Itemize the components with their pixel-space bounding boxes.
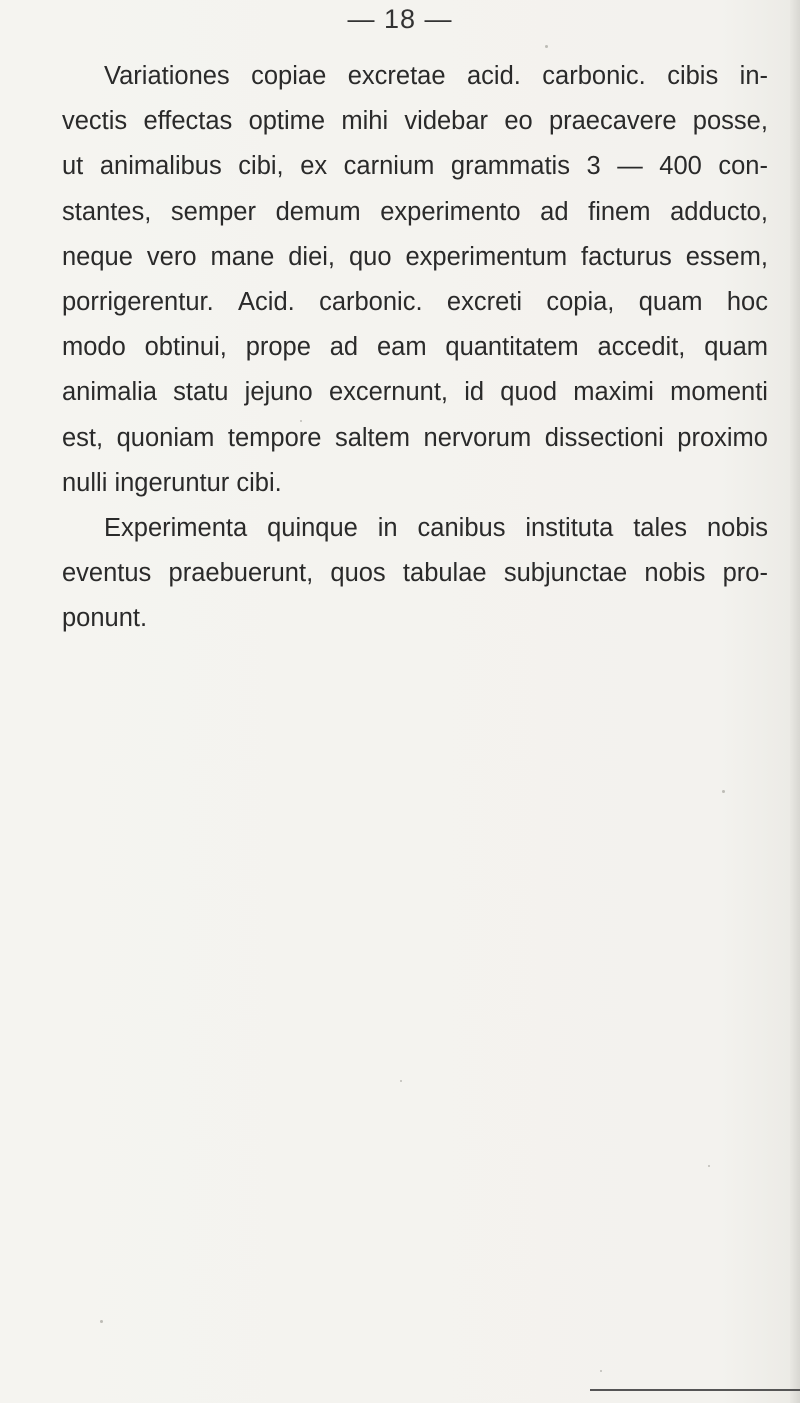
word: porrigerentur.: [62, 287, 214, 316]
word: praecavere: [548, 107, 677, 136]
text-line: [62, 144, 768, 189]
text-line: nulli ingeruntur cibi.: [62, 468, 282, 497]
word: finem: [588, 197, 651, 226]
page-edge-shadow: [790, 0, 800, 1403]
word: quam: [704, 333, 768, 362]
word: instituta: [525, 513, 614, 542]
word: experimento: [380, 197, 521, 226]
text-line: [62, 235, 768, 280]
word: carbonic.: [542, 62, 646, 90]
word: cibis: [667, 62, 719, 90]
word: maximi: [573, 378, 654, 407]
word: pro-: [722, 559, 768, 588]
word: eo: [504, 107, 533, 136]
word: in: [377, 513, 398, 542]
word: quoniam: [116, 423, 215, 452]
word: jejuno: [244, 378, 313, 407]
word: quam: [638, 287, 703, 316]
word: statu: [173, 378, 229, 407]
word: quo: [348, 242, 392, 271]
word: ad: [540, 197, 569, 226]
word: praebuerunt,: [168, 559, 314, 588]
word: dissectioni: [544, 423, 664, 452]
word: vero: [146, 242, 197, 271]
word: ut: [62, 152, 84, 181]
word: momenti: [670, 378, 768, 407]
word: obtinui,: [144, 333, 227, 362]
word: adducto,: [670, 197, 768, 226]
word: tales: [633, 513, 688, 542]
word: cibi,: [238, 152, 284, 181]
word: mihi: [341, 107, 389, 136]
word: acid.: [466, 62, 521, 90]
word: semper: [170, 197, 256, 226]
word: grammatis: [450, 152, 570, 181]
word: posse,: [692, 107, 768, 136]
word: eam: [376, 333, 427, 362]
word: nobis: [644, 559, 706, 588]
word: modo: [62, 333, 126, 362]
word: 3: [586, 152, 601, 181]
word: ex: [300, 152, 328, 181]
paragraph-2: [62, 506, 768, 642]
word: demum: [275, 197, 361, 226]
word: accedit,: [597, 333, 686, 362]
word: quod: [500, 378, 558, 407]
word: tabulae: [402, 559, 487, 588]
word: Variationes: [104, 62, 230, 90]
word: quinque: [267, 513, 358, 542]
word: videbar: [404, 107, 489, 136]
word: optime: [248, 107, 326, 136]
word: experimentum: [405, 242, 568, 271]
word: con-: [718, 152, 768, 181]
body-text: [62, 54, 768, 641]
text-line: [62, 280, 768, 325]
word: animalia: [62, 378, 157, 407]
word: stantes,: [62, 197, 152, 226]
word: carbonic.: [319, 287, 423, 316]
text-line: ponunt.: [62, 604, 148, 633]
word: Experimenta: [104, 513, 248, 542]
word: nobis: [706, 513, 768, 542]
word: id: [464, 378, 485, 407]
text-line: [62, 54, 768, 99]
text-line: [62, 190, 768, 235]
word: prope: [245, 333, 311, 362]
word: diei,: [288, 242, 336, 271]
text-line: [62, 551, 768, 596]
page-rule: [590, 1389, 800, 1391]
word: copia,: [546, 287, 615, 316]
word: hoc: [726, 287, 768, 316]
word: nervorum: [423, 423, 532, 452]
word: copiae: [251, 62, 327, 90]
word: vectis: [62, 107, 128, 136]
word: ad: [329, 333, 359, 362]
text-line: [62, 506, 768, 551]
word: quantitatem: [445, 333, 579, 362]
word: saltem: [334, 423, 411, 452]
word: facturus: [581, 242, 672, 271]
word: quos: [330, 559, 386, 588]
word: tempore: [227, 423, 322, 452]
word: Acid.: [238, 287, 295, 316]
text-line: [62, 416, 768, 461]
word: excreti: [446, 287, 522, 316]
word: excernunt,: [328, 378, 449, 407]
text-line: [62, 99, 768, 144]
word: animalibus: [99, 152, 222, 181]
word: canibus: [417, 513, 506, 542]
page-number: — 18 —: [347, 4, 453, 34]
word: effectas: [143, 107, 233, 136]
word: eventus: [62, 559, 152, 588]
word: mane: [210, 242, 275, 271]
word: in-: [739, 62, 768, 90]
word: 400: [659, 152, 702, 181]
paragraph-1: [62, 54, 768, 506]
word: carnium: [343, 152, 435, 181]
word: proximo: [677, 423, 768, 452]
word: neque: [62, 242, 133, 271]
word: essem,: [685, 242, 768, 271]
word: est,: [62, 423, 104, 452]
text-line: [62, 325, 768, 370]
word: —: [617, 152, 643, 181]
text-line: [62, 370, 768, 415]
word: subjunctae: [503, 559, 628, 588]
word: excretae: [347, 62, 446, 90]
